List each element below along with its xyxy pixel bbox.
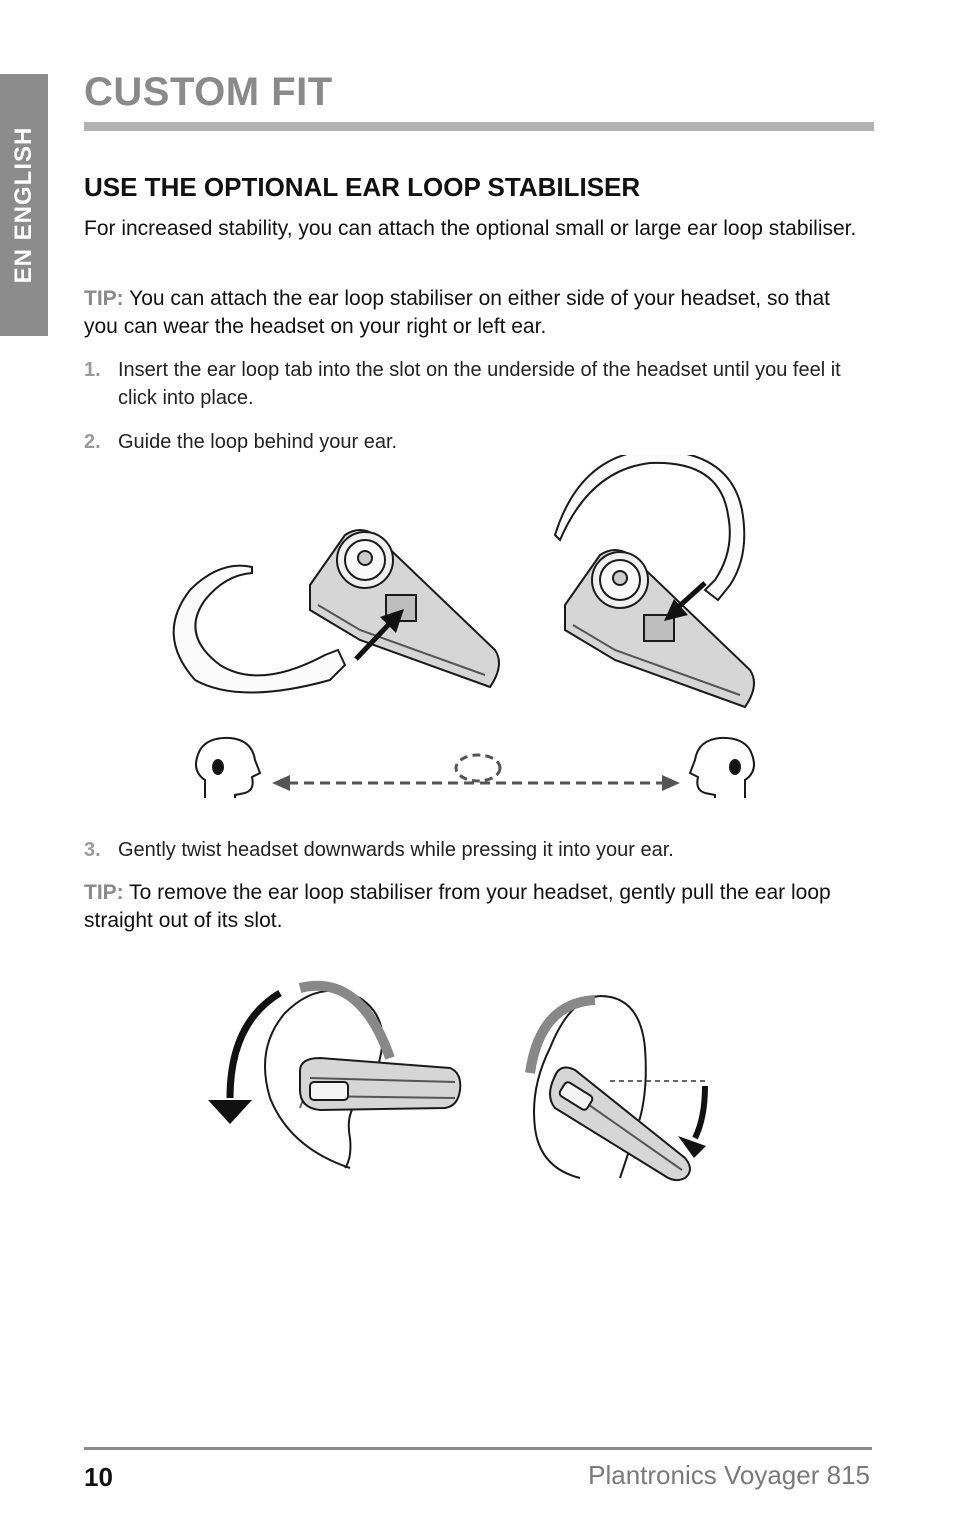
step-text: Gently twist headset downwards while pressing it into your ear. (118, 839, 674, 861)
right-ear-head-icon (690, 738, 754, 798)
tip-paragraph-2 (84, 879, 864, 935)
step-number: 2. (84, 431, 101, 453)
section-heading: USE THE OPTIONAL EAR LOOP STABILISER (84, 172, 641, 202)
language-tab-label: EN ENGLISH (10, 126, 37, 284)
step-number: 3. (84, 839, 101, 861)
step-text: Insert the ear loop tab into the slot on the underside of the headset until you feel it click into place. (118, 359, 841, 409)
step-number: 1. (84, 359, 101, 381)
double-arrow (272, 755, 680, 791)
tip-label: TIP: (84, 287, 124, 310)
tip-text: You can attach the ear loop stabiliser on either side of your headset, so that you can wear the headset on your right or left ear. (84, 287, 830, 338)
left-headset-on-ear (300, 1058, 460, 1110)
page-title: CUSTOM FIT (84, 70, 333, 114)
step-2 (84, 428, 864, 456)
intro-paragraph: For increased stability, you can attach the optional small or large ear loop stabiliser. (84, 217, 857, 240)
page-number: 10 (84, 1462, 113, 1492)
step-1 (84, 356, 864, 412)
step-3 (84, 836, 864, 864)
tip-paragraph-1 (84, 285, 864, 341)
language-tab (0, 74, 48, 336)
left-ear-head-icon (196, 738, 260, 798)
headset-wear-illustration (200, 978, 720, 1188)
product-name: Plantronics Voyager 815 (588, 1460, 870, 1490)
title-rule (84, 122, 874, 131)
tip-text: To remove the ear loop stabiliser from your headset, gently pull the ear loop straight out of its slot. (84, 881, 831, 932)
step-text: Guide the loop behind your ear. (118, 431, 398, 453)
left-headset-illustration (174, 530, 499, 693)
tip-label: TIP: (84, 881, 124, 904)
ear-loop-attach-illustration (160, 455, 800, 815)
footer-rule (84, 1447, 872, 1450)
right-headset-illustration (555, 455, 754, 707)
